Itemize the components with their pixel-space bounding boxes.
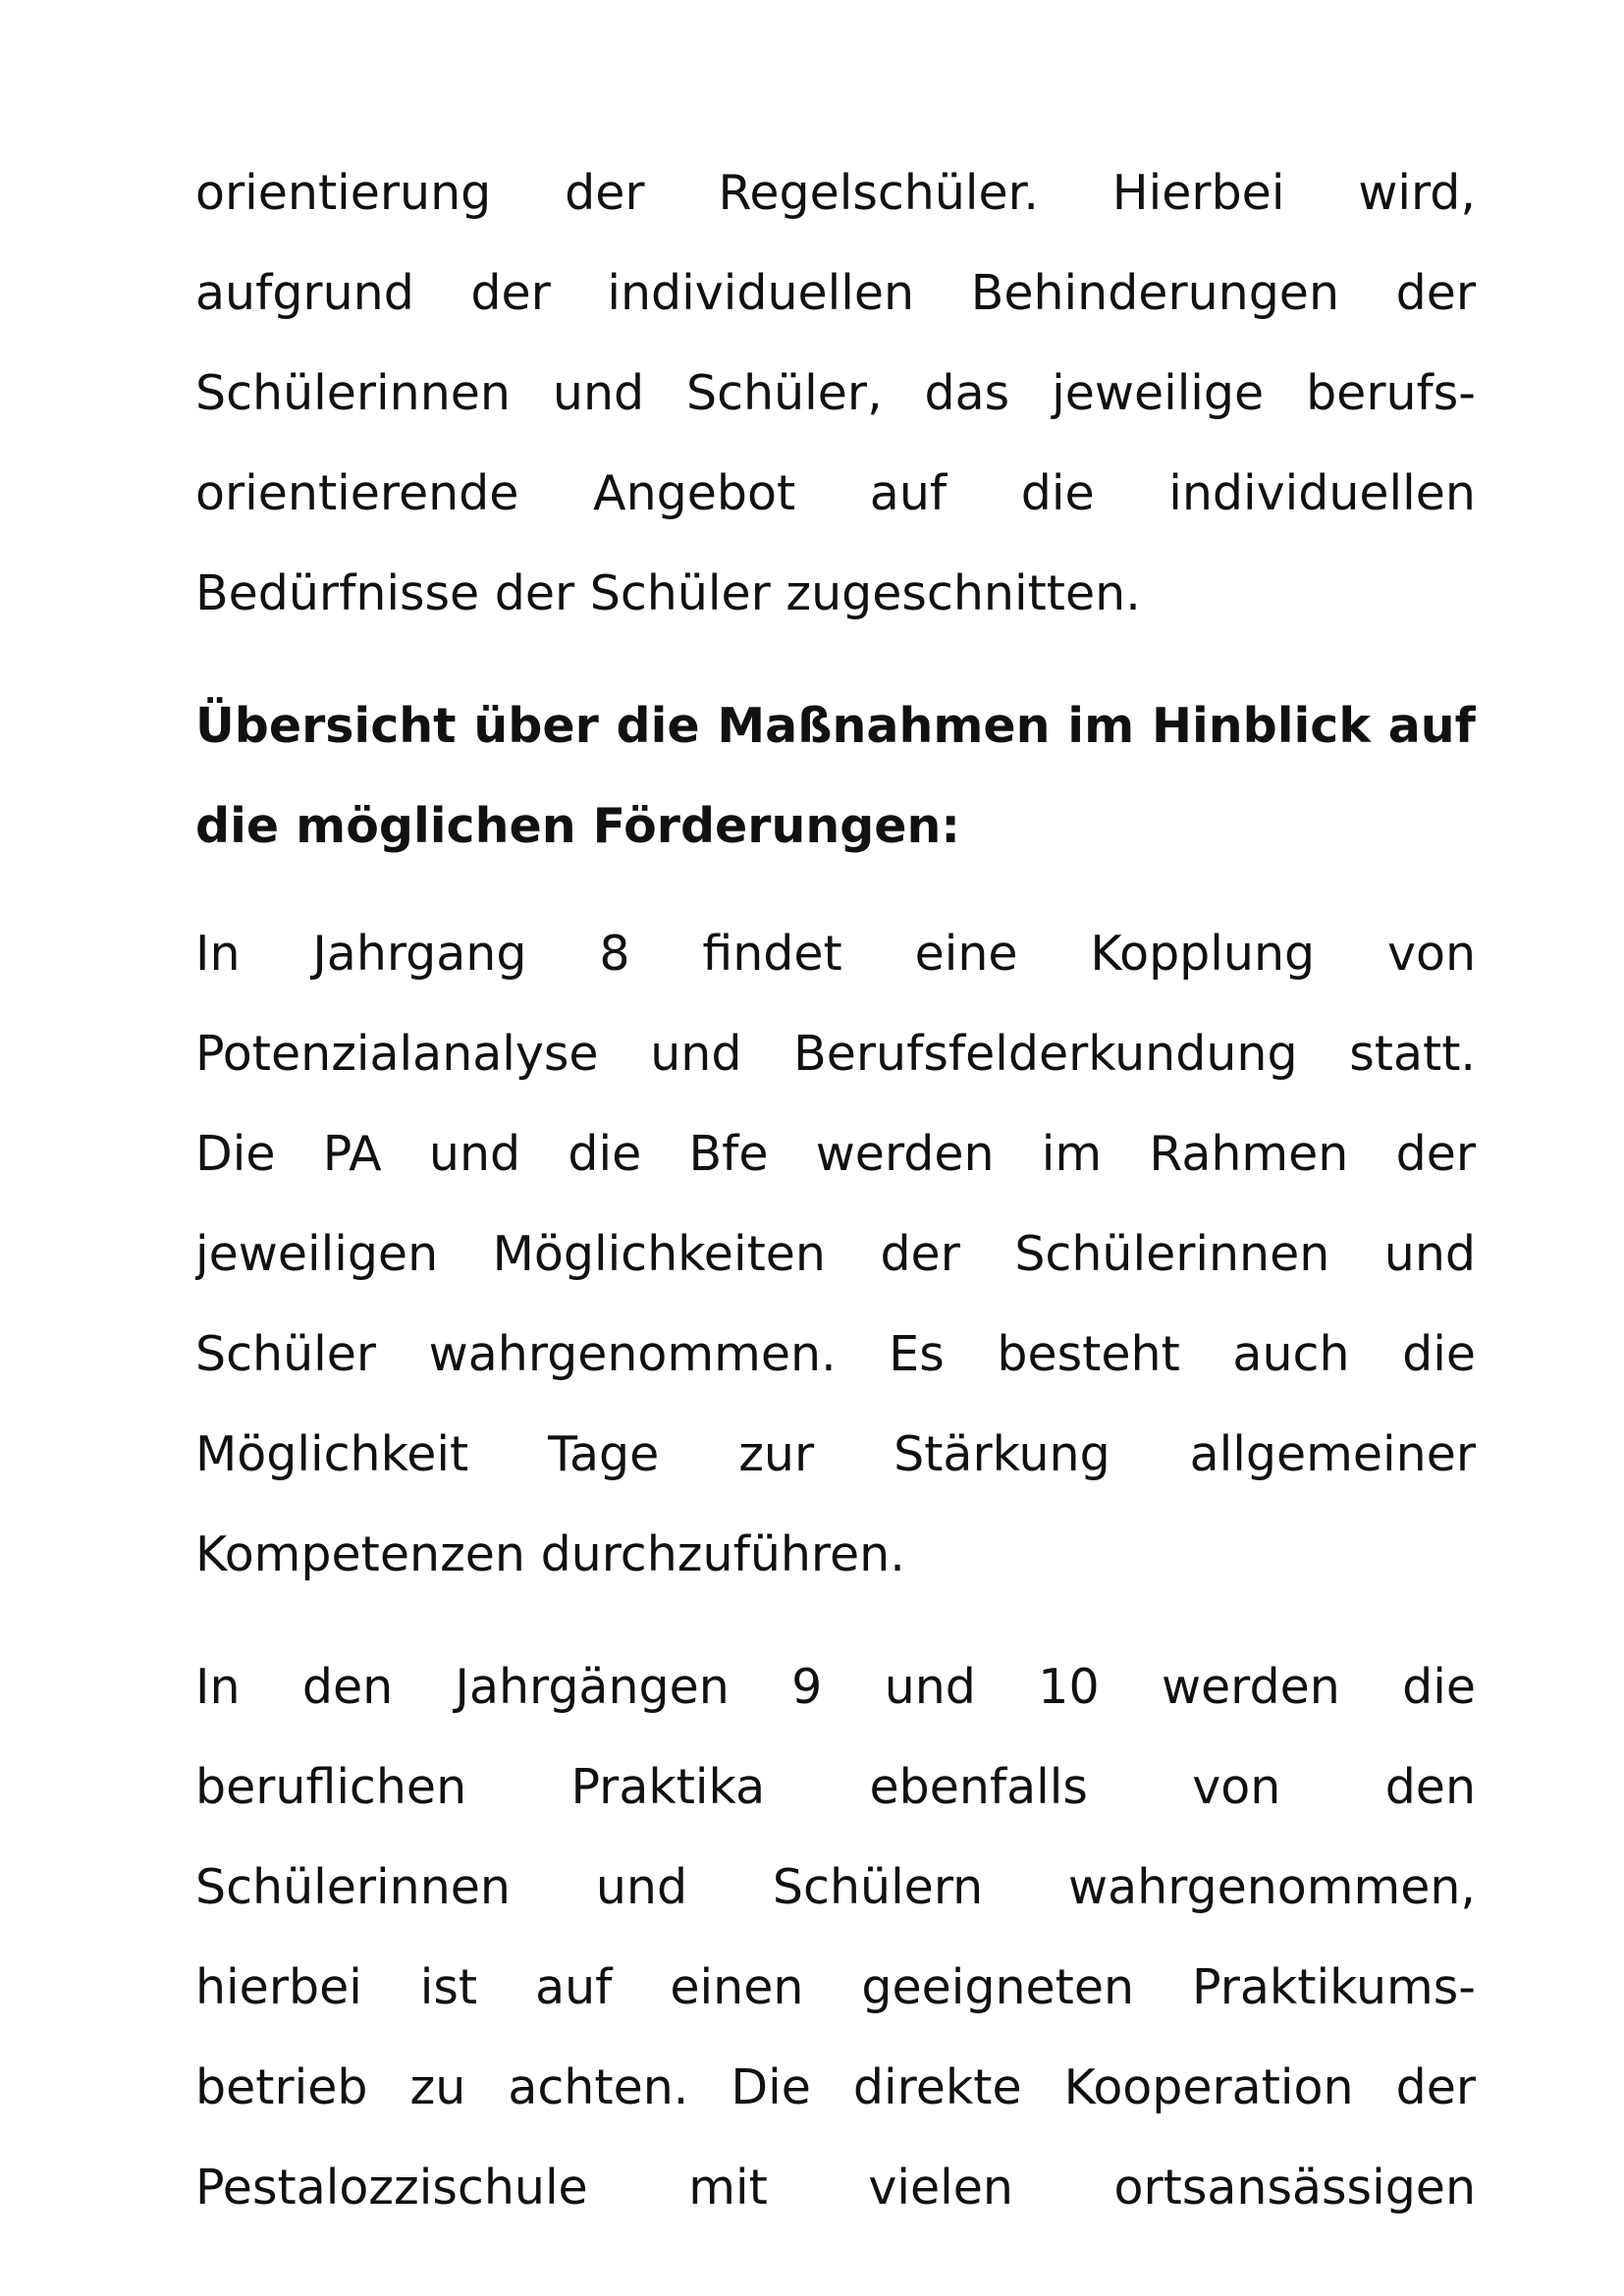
text-line: beruflichen Praktika ebenfalls von den <box>195 1759 1476 1815</box>
text-line: In den Jahrgängen 9 und 10 werden die <box>195 1659 1476 1715</box>
text-line: orientierung der Regelschüler. Hierbei wird, <box>195 165 1476 221</box>
text-line: Schülerinnen und Schülern wahrgenommen, <box>195 1859 1476 1915</box>
text-line: Potenzialanalyse und Berufsfelderkundung statt. <box>195 1026 1476 1082</box>
text-line: hierbei ist auf einen geeigneten Praktikums- <box>195 1959 1476 2015</box>
heading-line: die möglichen Förderungen: <box>195 798 960 854</box>
text-line: orientierende Angebot auf die individuellen <box>195 465 1476 521</box>
text-line: Schüler wahrgenommen. Es besteht auch die <box>195 1326 1476 1382</box>
text-line: aufgrund der individuellen Behinderungen der <box>195 265 1476 321</box>
text-line: betrieb zu achten. Die direkte Kooperation der <box>195 2059 1476 2115</box>
text-line: Schülerinnen und Schüler, das jeweilige berufs- <box>195 365 1476 421</box>
text-line: Möglichkeit Tage zur Stärkung allgemeiner <box>195 1426 1476 1482</box>
heading-line: Übersicht über die Maßnahmen im Hinblick auf <box>195 698 1476 754</box>
text-line: In Jahrgang 8 findet eine Kopplung von <box>195 926 1476 982</box>
text-line: jeweiligen Möglichkeiten der Schülerinnen und <box>195 1226 1476 1282</box>
text-line: Pestalozzischule mit vielen ortsansässigen <box>195 2160 1476 2216</box>
text-line: Die PA und die Bfe werden im Rahmen der <box>195 1126 1476 1182</box>
text-line: Bedürfnisse der Schüler zugeschnitten. <box>195 565 1141 621</box>
text-line: Kompetenzen durchzuführen. <box>195 1526 905 1582</box>
